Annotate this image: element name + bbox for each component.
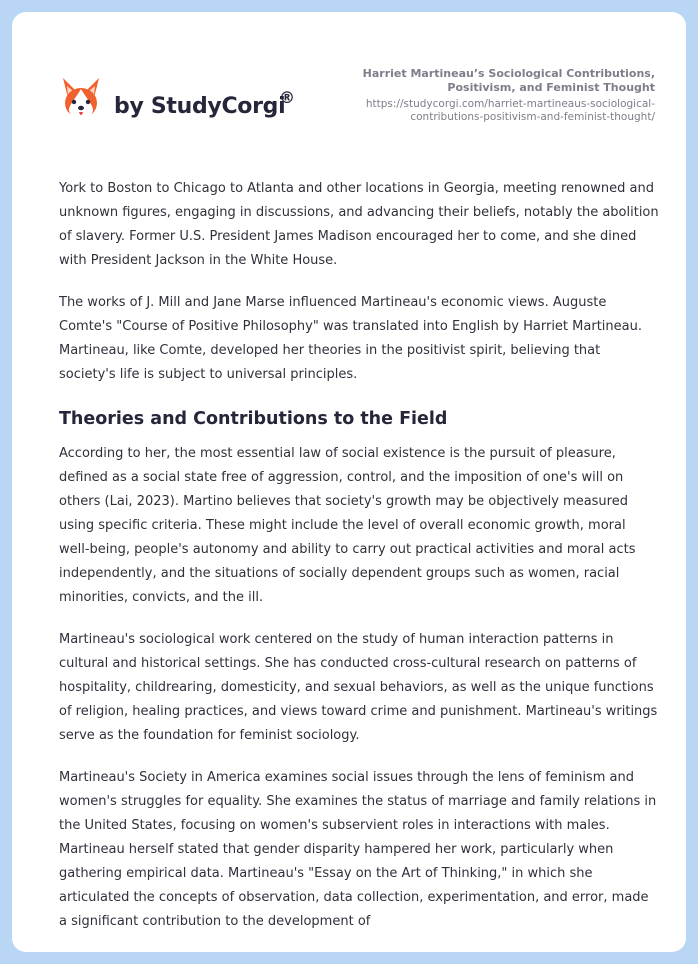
brand-name: by StudyCorgi (114, 94, 286, 119)
paragraph: Martineau's sociological work centered on the study of human interaction patterns in cultural and historical settings. She has conducted cross-cultural research on patterns of hospitality, childrearing, domesticity, and sexual behaviors, as well as the unique functions of religion, healing practices, and views toward crime and punishment. Martineau's writings serve as the foundation for feminist sociology. (59, 632, 658, 743)
corgi-icon (60, 76, 102, 122)
studycorgi-logo[interactable] (60, 76, 320, 136)
document-url[interactable]: https://studycorgi.com/harriet-martineaus-sociological-contributions-positivism-and-feminist-thought/ (365, 98, 655, 123)
registered-mark: ® (279, 88, 295, 107)
page-header (12, 12, 686, 162)
document-page (12, 12, 686, 952)
document-meta (325, 67, 655, 124)
paragraph: Martineau's Society in America examines social issues through the lens of feminism and women's struggles for equality. She examines the status of marriage and family relations in the United States, focusing on women's subservient roles in interactions with males. Martineau herself stated that gender disparity hampered her work, particularly when gathering empirical data. Martineau's "Essay on the Art of Thinking," in which she articulated the concepts of observation, data collection, experimentation, and error, made a significant contribution to the development of (59, 770, 657, 929)
paragraph: According to her, the most essential law of social existence is the pursuit of pleasure, defined as a social state free of aggression, control, and the imposition of one's will on others (Lai, 2023). Martino believes that society's growth may be objectively measured using specific criteria. These might include the level of overall economic growth, moral well-being, people's autonomy and ability to carry out practical activities and moral acts independently, and the situations of socially dependent groups such as women, racial minorities, convicts, and the ill. (59, 446, 636, 605)
paragraph: York to Boston to Chicago to Atlanta and other locations in Georgia, meeting renowned and unknown figures, engaging in discussions, and advancing their beliefs, notably the abolition of slavery. Former U.S. President James Madison encouraged her to come, and she dined with President Jackson in the White House. (59, 181, 659, 268)
document-title: Harriet Martineau’s Sociological Contributions, Positivism, and Feminist Thought (362, 67, 655, 94)
paragraph: The works of J. Mill and Jane Marse influenced Martineau's economic views. Auguste Comte's "Course of Positive Philosophy" was translated into English by Harriet Martineau. Martineau, like Comte, developed her theories in the positivist spirit, believing that society's life is subject to universal principles. (59, 295, 642, 382)
article-body (59, 177, 659, 952)
section-heading: Theories and Contributions to the Field (59, 409, 448, 429)
